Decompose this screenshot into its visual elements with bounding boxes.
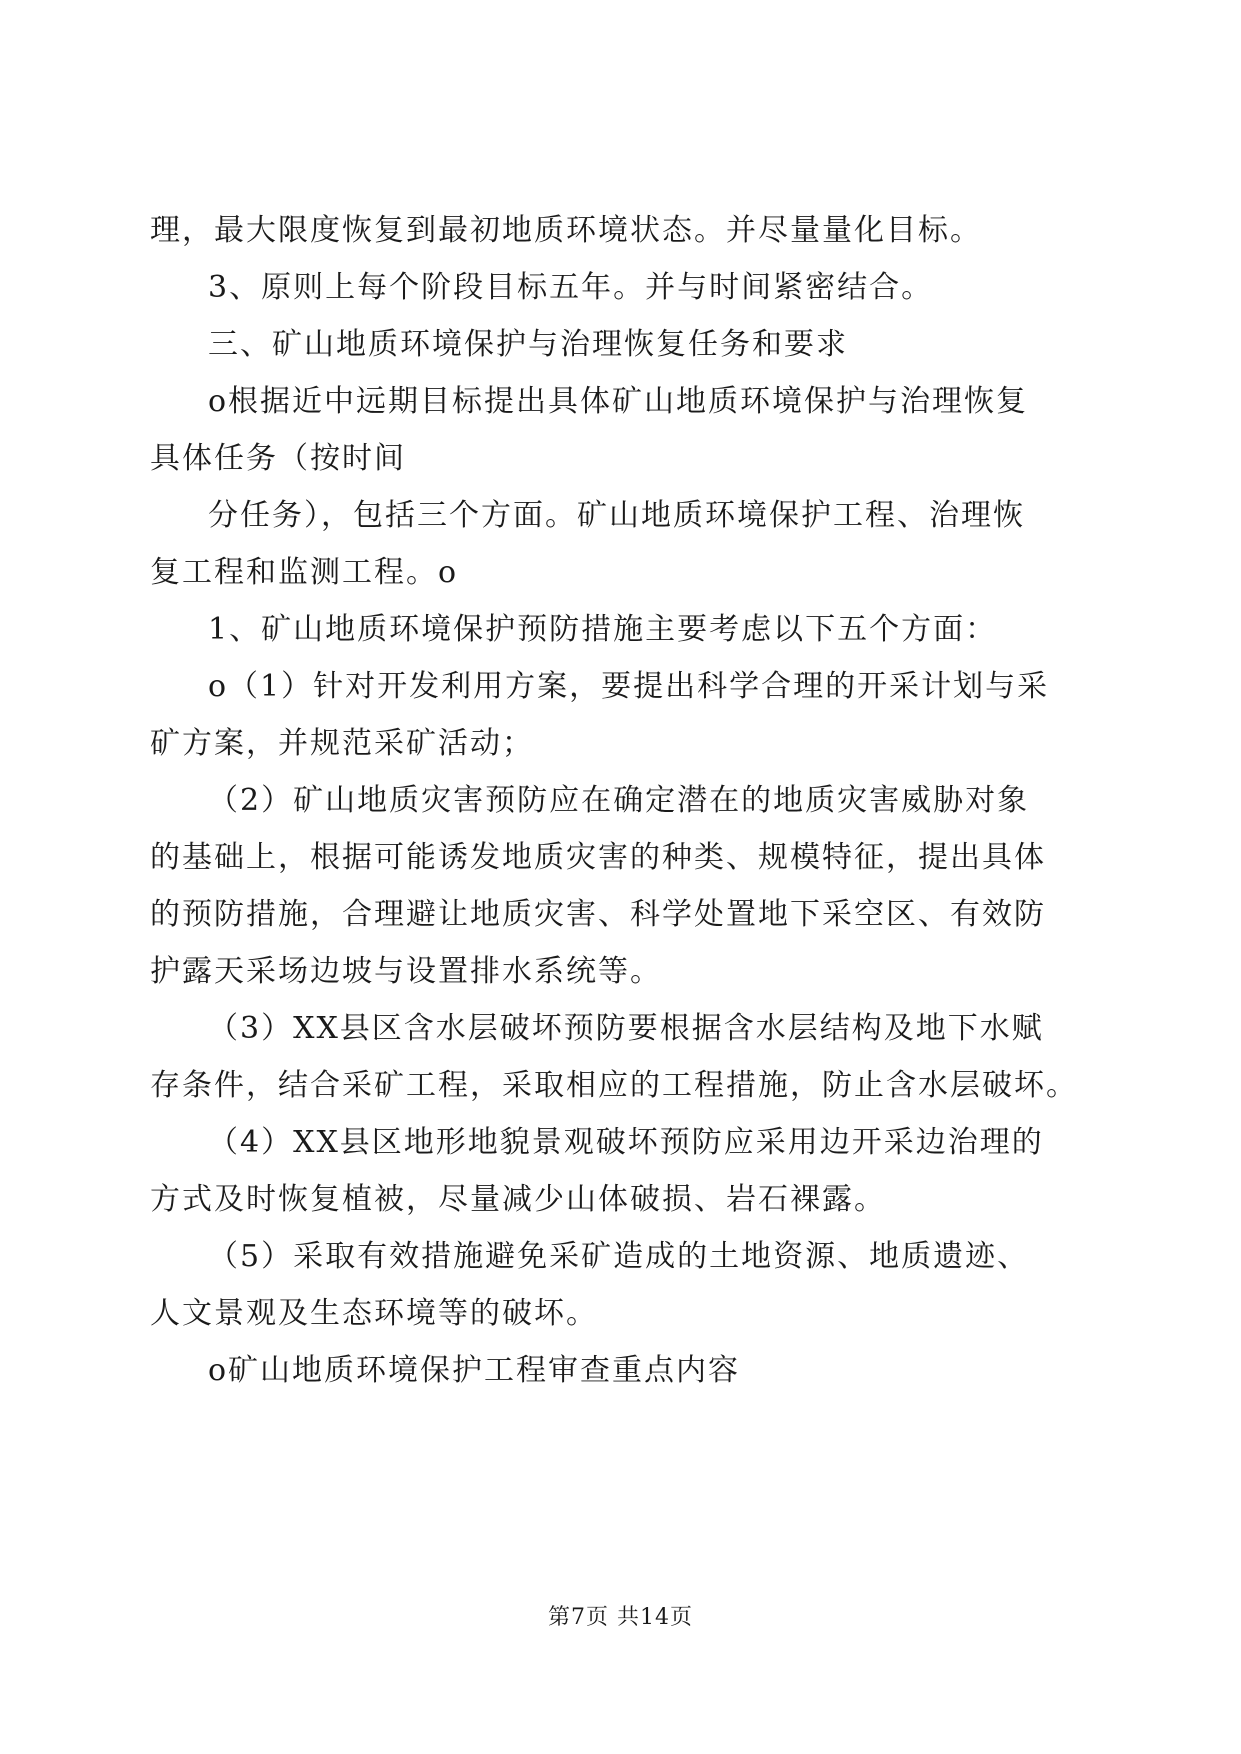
text-line: o根据近中远期目标提出具体矿山地质环境保护与治理恢复 xyxy=(208,384,1029,419)
text-line: 护露天采场边坡与设置排水系统等。 xyxy=(150,954,662,989)
text-line: 存条件，结合采矿工程，采取相应的工程措施，防止含水层破坏。 xyxy=(150,1068,1078,1103)
text-line: （2）矿山地质灾害预防应在确定潜在的地质灾害威胁对象 xyxy=(208,783,1030,818)
text-line: （5）采取有效措施避免采矿造成的土地资源、地质遗迹、 xyxy=(208,1239,1030,1274)
text-line: 矿方案，并规范采矿活动； xyxy=(150,726,534,761)
text-line: （4）XX县区地形地貌景观破坏预防应采用边开采边治理的 xyxy=(208,1125,1044,1160)
text-line: 人文景观及生态环境等的破坏。 xyxy=(150,1296,598,1331)
text-line: 的预防措施，合理避让地质灾害、科学处置地下采空区、有效防 xyxy=(150,897,1046,932)
page-number: 第7页 共14页 xyxy=(548,1605,693,1630)
text-line: o矿山地质环境保护工程审查重点内容 xyxy=(208,1353,741,1388)
text-line: 1、矿山地质环境保护预防措施主要考虑以下五个方面： xyxy=(208,612,998,647)
text-line: 复工程和监测工程。o xyxy=(150,555,459,590)
text-line: 方式及时恢复植被，尽量减少山体破损、岩石裸露。 xyxy=(150,1182,886,1217)
text-line: 理，最大限度恢复到最初地质环境状态。并尽量量化目标。 xyxy=(150,213,982,248)
text-line: 分任务），包括三个方面。矿山地质环境保护工程、治理恢 xyxy=(208,498,1025,533)
text-line: o（1）针对开发利用方案，要提出科学合理的开采计划与采 xyxy=(208,669,1050,704)
text-line: 3、原则上每个阶段目标五年。并与时间紧密结合。 xyxy=(208,270,934,305)
text-line: 具体任务（按时间 xyxy=(150,441,406,476)
text-line: （3）XX县区含水层破坏预防要根据含水层结构及地下水赋 xyxy=(208,1011,1044,1046)
section-heading: 三、矿山地质环境保护与治理恢复任务和要求 xyxy=(208,327,848,362)
text-line: 的基础上，根据可能诱发地质灾害的种类、规模特征，提出具体 xyxy=(150,840,1046,875)
